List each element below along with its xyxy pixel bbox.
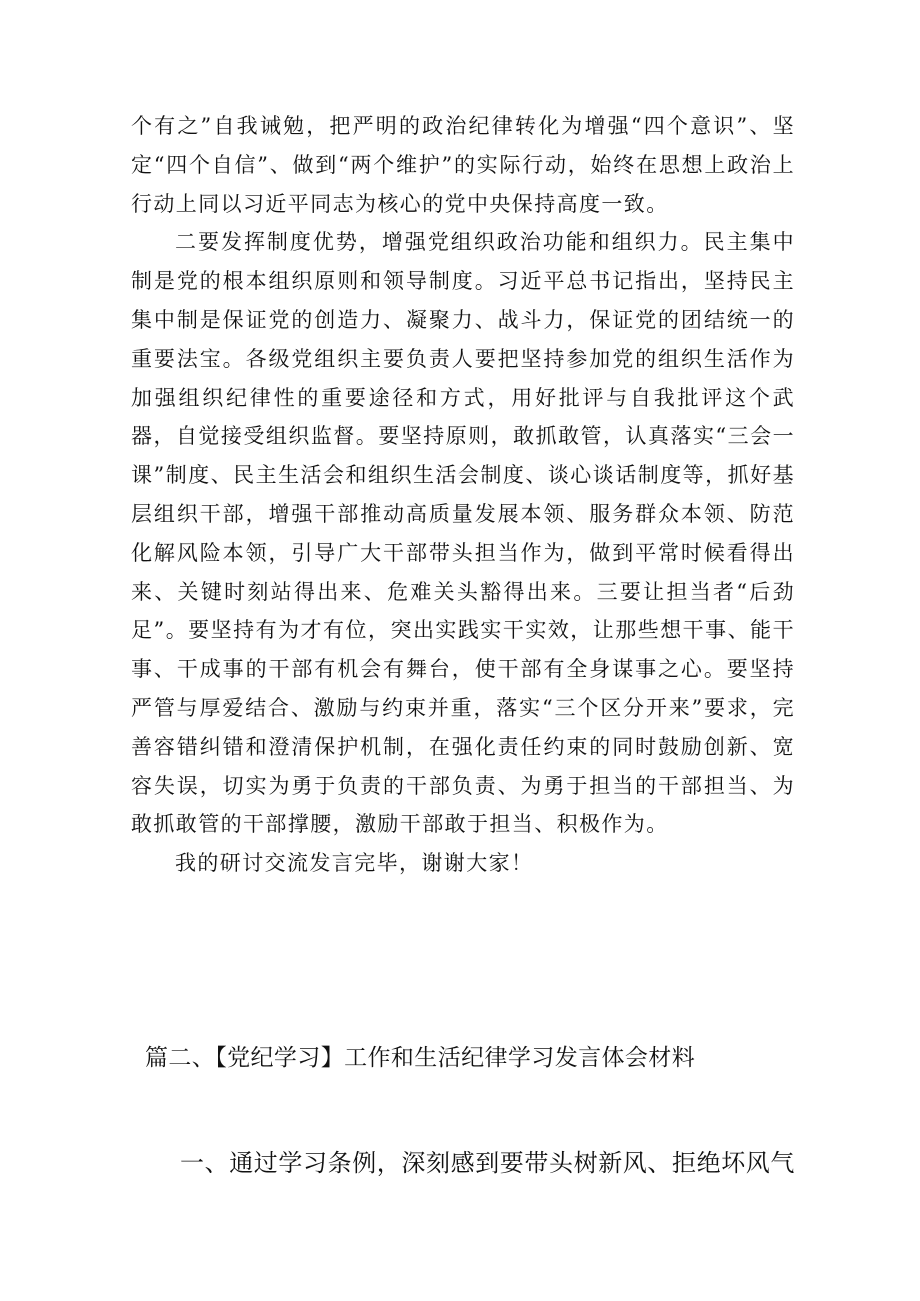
- article-heading: 篇二、【党纪学习】工作和生活纪律学习发言体会材料: [145, 1045, 696, 1071]
- paragraph-continuation: 个有之”自我诫勉，把严明的政治纪律转化为增强“四个意识”、坚定“四个自信”、做到“两个维护”的实际行动，始终在思想上政治上行动上同以习近平同志为核心的党中央保持高度一致。: [131, 114, 795, 216]
- paragraph-institutional-advantage: 二要发挥制度优势，增强党组织政治功能和组织力。民主集中制是党的根本组织原则和领导制度。习近平总书记指出，坚持民主集中制是保证党的创造力、凝聚力、战斗力，保证党的团结统一的重要法宝。各级党组织主要负责人要把坚持参加党的组织生活作为加强组织纪律性的重要途径和方式，用好批评与自我批评这个武器，自觉接受组织监督。要坚持原则，敢抓敢管，认真落实“三会一课”制度、民主生活会和组织生活会制度、谈心谈话制度等，抓好基层组织干部，增强干部推动高质量发展本领、服务群众本领、防范化解风险本领，引导广大干部带头担当作为，做到平常时候看得出来、关键时刻站得出来、危难关头豁得出来。三要让担当者“后劲足”。要坚持有为才有位，突出实践实干实效，让那些想干事、能干事、干成事的干部有机会有舞台，使干部有全身谋事之心。要坚持严管与厚爱结合、激励与约束并重，落实“三个区分开来”要求，完善容错纠错和澄清保护机制，在强化责任约束的同时鼓励创新、宽容失误，切实为勇于负责的干部负责、为勇于担当的干部担当、为敢抓敢管的干部撑腰，激励干部敢于担当、积极作为。: [131, 230, 795, 837]
- document-body: [131, 107, 795, 883]
- section-heading: 一、通过学习条例，深刻感到要带头树新风、拒绝坏风气: [180, 1149, 795, 1177]
- paragraph-closing-remarks: 我的研讨交流发言完毕，谢谢大家！: [175, 851, 534, 876]
